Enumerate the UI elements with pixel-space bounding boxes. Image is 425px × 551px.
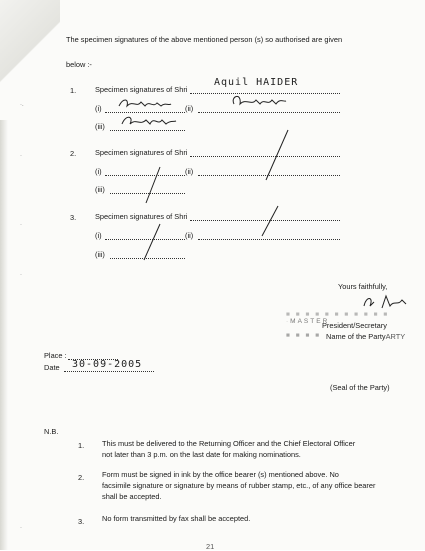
item-1-i-label: (i) bbox=[95, 104, 102, 113]
item-1-number: 1. bbox=[70, 86, 77, 95]
item-2-strike-right bbox=[262, 128, 292, 182]
stamp-text: MASTER bbox=[290, 318, 330, 325]
item-1-label: Specimen signatures of Shri bbox=[95, 85, 188, 94]
rubber-stamp-text: ■ ■ ■ ■ ■ ■ ■ ■ ■ ■ ■ ·MASTER bbox=[286, 311, 390, 325]
intro-line-2: below :- bbox=[66, 60, 92, 69]
folded-corner bbox=[0, 0, 60, 120]
item-2-label: Specimen signatures of Shri bbox=[95, 148, 188, 157]
party-label: Name of the Party bbox=[326, 332, 386, 341]
scan-mark: · bbox=[20, 525, 22, 531]
stamp-smudge: ■ ■ ■ ■ bbox=[286, 332, 322, 339]
item-3-i-label: (i) bbox=[95, 231, 102, 240]
president-secretary: President/Secretary bbox=[322, 321, 387, 330]
note-3-line-1: No form transmitted by fax shall be accepted. bbox=[102, 514, 251, 523]
item-2-number: 2. bbox=[70, 149, 77, 158]
item-1-signature-iii bbox=[118, 112, 178, 130]
intro-line-1: The specimen signatures of the above mentioned person (s) so authorised are given bbox=[66, 35, 343, 44]
nb-label: N.B. bbox=[44, 427, 59, 436]
item-3-strike-right bbox=[258, 204, 282, 238]
item-3-ii-label: (ii) bbox=[185, 231, 194, 240]
note-3-number: 3. bbox=[78, 517, 85, 526]
note-1-line-1: This must be delivered to the Returning Officer and the Chief Electoral Officer bbox=[102, 439, 356, 448]
item-3-number: 3. bbox=[70, 213, 77, 222]
item-2-strike-left bbox=[140, 165, 170, 205]
scan-mark: · bbox=[20, 153, 22, 159]
item-1-iii-line bbox=[110, 130, 185, 131]
note-2-number: 2. bbox=[78, 473, 85, 482]
item-3-strike-left bbox=[138, 222, 168, 262]
item-1-signature-i bbox=[115, 96, 175, 112]
yours-faithfully: Yours faithfully, bbox=[338, 282, 388, 291]
note-2-line-1: Form must be signed in ink by the office bearer (s) mentioned above. No bbox=[102, 470, 339, 479]
party-stamp: ARTY bbox=[385, 332, 406, 341]
note-2-line-3: shall be accepted. bbox=[102, 492, 162, 501]
date-line bbox=[64, 371, 154, 372]
item-1-iii-label: (iii) bbox=[95, 122, 105, 131]
item-2-i-label: (i) bbox=[95, 167, 102, 176]
item-1-signature-ii bbox=[228, 92, 288, 110]
item-1-name: Aquil HAIDER bbox=[214, 77, 299, 88]
item-1-ii-line bbox=[198, 112, 340, 113]
page-number: 21 bbox=[206, 542, 215, 551]
date-value: 30-09-2005 bbox=[72, 359, 143, 370]
name-of-party bbox=[326, 332, 405, 341]
item-2-iii-label: (iii) bbox=[95, 185, 105, 194]
closing-signature bbox=[360, 292, 410, 312]
item-1-ii-label: (ii) bbox=[185, 104, 194, 113]
item-2-ii-label: (ii) bbox=[185, 167, 194, 176]
note-1-line-2: not later than 3 p.m. on the last date for making nominations. bbox=[102, 450, 301, 459]
scan-mark: · bbox=[20, 272, 22, 278]
item-3-iii-label: (iii) bbox=[95, 250, 105, 259]
item-3-label: Specimen signatures of Shri bbox=[95, 212, 188, 221]
seal-of-party: (Seal of the Party) bbox=[330, 383, 390, 392]
note-1-number: 1. bbox=[78, 441, 85, 450]
date-label: Date bbox=[44, 363, 60, 372]
scan-mark: · bbox=[20, 222, 22, 228]
item-3-ii-line bbox=[198, 239, 340, 240]
note-2-line-2: facsimile signature or signature by means of rubber stamp, etc., of any office bearer bbox=[102, 481, 376, 490]
scan-mark: ·. bbox=[20, 102, 24, 108]
place-label: Place : bbox=[44, 351, 67, 360]
